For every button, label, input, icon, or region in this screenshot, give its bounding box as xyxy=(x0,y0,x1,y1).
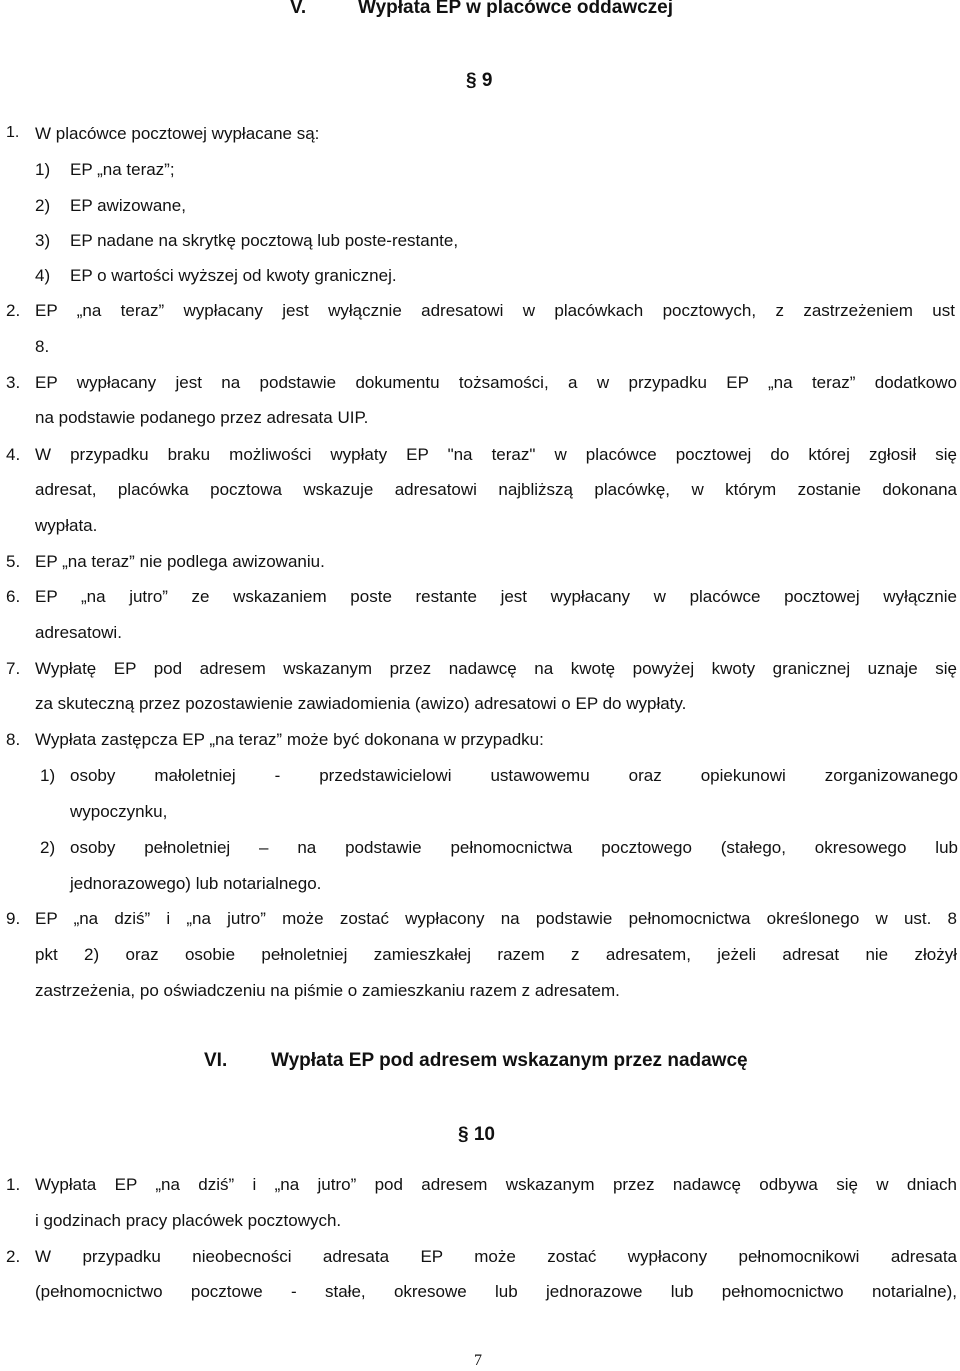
list-item-number: 4. xyxy=(6,445,21,464)
list-item-number: 2. xyxy=(6,1247,21,1266)
sub-item-number: 1) xyxy=(35,160,51,179)
list-item-number: 1. xyxy=(6,124,20,141)
list-item-text: wypłata. xyxy=(35,516,98,535)
list-item-text: adresat, placówka pocztowa wskazuje adresatowi najbliższą placówkę, w którym zostanie dokonana xyxy=(35,480,957,499)
list-item-number: 2. xyxy=(6,301,21,320)
sub-item-text: EP awizowane, xyxy=(70,196,186,215)
section-title: Wypłata EP pod adresem wskazanym przez nadawcę xyxy=(271,1050,748,1071)
sub-item-text: EP o wartości wyższej od kwoty granicznej. xyxy=(70,266,397,285)
sub-item-text: osoby małoletniej - przedstawicielowi ustawowemu oraz opiekunowi zorganizowanego xyxy=(70,766,958,785)
paragraph-sign: § 10 xyxy=(458,1124,495,1145)
list-item-number: 8. xyxy=(6,730,21,749)
list-item-text: Wypłata zastępcza EP „na teraz” może być dokonana w przypadku: xyxy=(35,730,544,749)
list-item-text: i godzinach pracy placówek pocztowych. xyxy=(35,1211,342,1230)
list-item-text: pkt 2) oraz osobie pełnoletniej zamieszkałej razem z adresatem, jeżeli adresat nie złożył xyxy=(35,945,957,964)
list-item-text: EP „na dziś” i „na jutro” może zostać wypłacony na podstawie pełnomocnictwa określonego w ust. 8 xyxy=(35,909,957,928)
list-item-text: W przypadku braku możliwości wypłaty EP "na teraz" w placówce pocztowej do której zgłosił się xyxy=(35,445,957,464)
list-item-text: EP wypłacany jest na podstawie dokumentu tożsamości, a w przypadku EP „na teraz” dodatkowo xyxy=(35,373,957,392)
section-number: V. xyxy=(290,0,307,18)
list-item-text: (pełnomocnictwo pocztowe - stałe, okresowe lub jednorazowe lub pełnomocnictwo notarialne), xyxy=(35,1282,957,1301)
list-item-text: Wypłata EP „na dziś” i „na jutro” pod adresem wskazanym przez nadawcę odbywa się w dniach xyxy=(35,1175,957,1194)
page-number: 7 xyxy=(474,1352,482,1369)
sub-item-number: 3) xyxy=(35,231,51,250)
sub-item-number: 1) xyxy=(40,766,56,785)
list-item-number: 9. xyxy=(6,909,21,928)
section-title: Wypłata EP w placówce oddawczej xyxy=(358,0,674,18)
list-item-text: za skuteczną przez pozostawienie zawiadomienia (awizo) adresatowi o EP do wypłaty. xyxy=(35,694,687,713)
list-item-text: W przypadku nieobecności adresata EP może zostać wypłacony pełnomocnikowi adresata xyxy=(35,1247,957,1266)
list-item-text: Wypłatę EP pod adresem wskazanym przez nadawcę na kwotę powyżej kwoty granicznej uznaje się xyxy=(35,659,957,678)
sub-item-text: EP „na teraz”; xyxy=(70,160,175,179)
sub-item-text: jednorazowego) lub notarialnego. xyxy=(70,874,322,893)
sub-item-number: 2) xyxy=(35,196,51,215)
list-item-text: EP „na teraz” wypłacany jest wyłącznie adresatowi w placówkach pocztowych, z zastrzeżeniem ust xyxy=(35,301,955,320)
sub-item-number: 2) xyxy=(40,838,56,857)
list-item-text: na podstawie podanego przez adresata UIP. xyxy=(35,408,369,427)
list-item-text: EP „na teraz” nie podlega awizowaniu. xyxy=(35,552,325,571)
list-item-text: 8. xyxy=(35,337,50,356)
list-item-number: 7. xyxy=(6,659,21,678)
section-number: VI. xyxy=(204,1050,228,1071)
list-item-text: adresatowi. xyxy=(35,623,122,642)
list-item-number: 5. xyxy=(6,552,21,571)
list-item-text: EP „na jutro” ze wskazaniem poste restante jest wypłacany w placówce pocztowej wyłącznie xyxy=(35,587,957,606)
list-item-text: zastrzeżenia, po oświadczeniu na piśmie o zamieszkaniu razem z adresatem. xyxy=(35,981,620,1000)
list-item-text: W placówce pocztowej wypłacane są: xyxy=(35,124,320,143)
list-item-number: 3. xyxy=(6,373,21,392)
list-item-number: 6. xyxy=(6,587,21,606)
paragraph-sign: § 9 xyxy=(466,70,493,91)
sub-item-text: osoby pełnoletniej – na podstawie pełnomocnictwa pocztowego (stałego, okresowego lub xyxy=(70,838,958,857)
sub-item-text: EP nadane na skrytkę pocztową lub poste-restante, xyxy=(70,231,459,250)
sub-item-number: 4) xyxy=(35,266,51,285)
sub-item-text: wypoczynku, xyxy=(70,802,168,821)
list-item-number: 1. xyxy=(6,1175,21,1194)
